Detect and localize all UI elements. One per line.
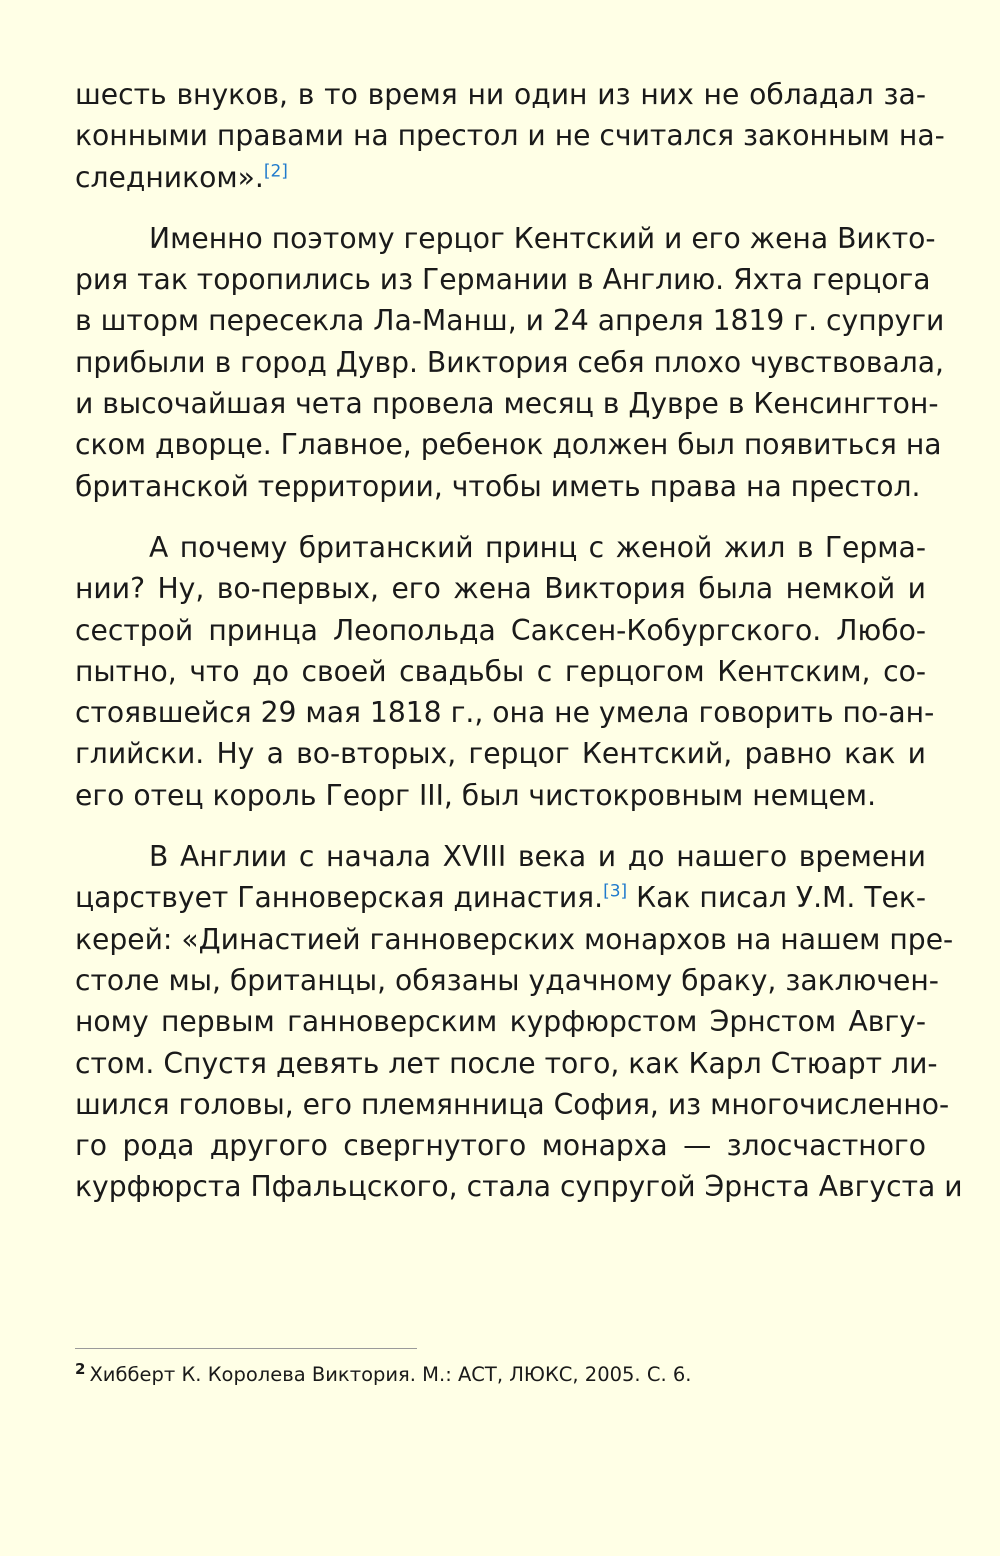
text-line: британской территории, чтобы иметь права на престол. <box>75 469 921 503</box>
text-line: рия так торопились из Германии в Англию. Яхта герцога <box>75 263 931 297</box>
text-line <box>75 157 926 198</box>
text-line: пытно, что до своей свадьбы с герцогом Кентским, со- <box>75 654 926 688</box>
text-fragment: следником». <box>75 160 264 194</box>
text-line: и высочайшая чета провела месяц в Дувре в Кенсингтон- <box>75 387 939 421</box>
footnote-text: Хибберт К. Королева Виктория. М.: АСТ, ЛЮКС, 2005. С. 6. <box>89 1363 692 1386</box>
text-line: курфюрста Пфальцского, стала супругой Эрнста Августа и <box>75 1170 963 1204</box>
text-line: керей: «Династией ганноверских монархов на нашем пре- <box>75 922 954 956</box>
paragraph-2 <box>75 218 945 507</box>
text-fragment: Как писал У.М. Тек- <box>627 881 927 915</box>
text-line: ском дворце. Главное, ребенок должен был появиться на <box>75 428 942 462</box>
text-line: прибыли в город Дувр. Виктория себя плохо чувствовала, <box>75 345 944 379</box>
text-line: нии? Ну, во-первых, его жена Виктория была немкой и <box>75 572 926 606</box>
footnote-divider <box>75 1348 417 1349</box>
paragraph-3 <box>75 527 935 816</box>
page-body <box>75 74 963 1228</box>
text-line: столе мы, британцы, обязаны удачному браку, заключен- <box>75 963 939 997</box>
text-line: го рода другого свергнутого монарха — злосчастного <box>75 1129 926 1163</box>
footnote-number: 2 <box>75 1359 86 1378</box>
text-line <box>75 877 926 918</box>
text-line: А почему британский принц с женой жил в Герма- <box>149 530 926 564</box>
text-line: шился головы, его племянница София, из многочисленно- <box>75 1087 950 1121</box>
text-line: в шторм пересекла Ла-Манш, и 24 апреля 1819 г. супруги <box>75 304 945 338</box>
text-line: его отец король Георг III, был чистокровным немцем. <box>75 778 877 812</box>
text-line: стом. Спустя девять лет после того, как Карл Стюарт ли- <box>75 1046 938 1080</box>
paragraph-4 <box>75 836 963 1208</box>
text-line: глийски. Ну а во-вторых, герцог Кентский, равно как и <box>75 737 926 771</box>
text-line: сестрой принца Леопольда Саксен-Кобургского. Любо- <box>75 613 926 647</box>
footnote-ref-2[interactable]: [2] <box>263 161 288 182</box>
text-fragment: царствует Ганноверская династия. <box>75 881 604 915</box>
footnote-2 <box>75 1360 926 1390</box>
footnote-ref-3[interactable]: [3] <box>603 881 628 902</box>
text-line: Именно поэтому герцог Кентский и его жена Викто- <box>149 221 936 255</box>
text-line: конными правами на престол и не считался законным на- <box>75 119 945 153</box>
text-line: ному первым ганноверским курфюрстом Эрнстом Авгу- <box>75 1005 926 1039</box>
text-line: В Англии с начала XVIII века и до нашего времени <box>149 840 926 874</box>
paragraph-1 <box>75 74 945 198</box>
text-line: шесть внуков, в то время ни один из них не обладал за- <box>75 78 926 111</box>
text-line: стоявшейся 29 мая 1818 г., она не умела говорить по-ан- <box>75 696 935 730</box>
